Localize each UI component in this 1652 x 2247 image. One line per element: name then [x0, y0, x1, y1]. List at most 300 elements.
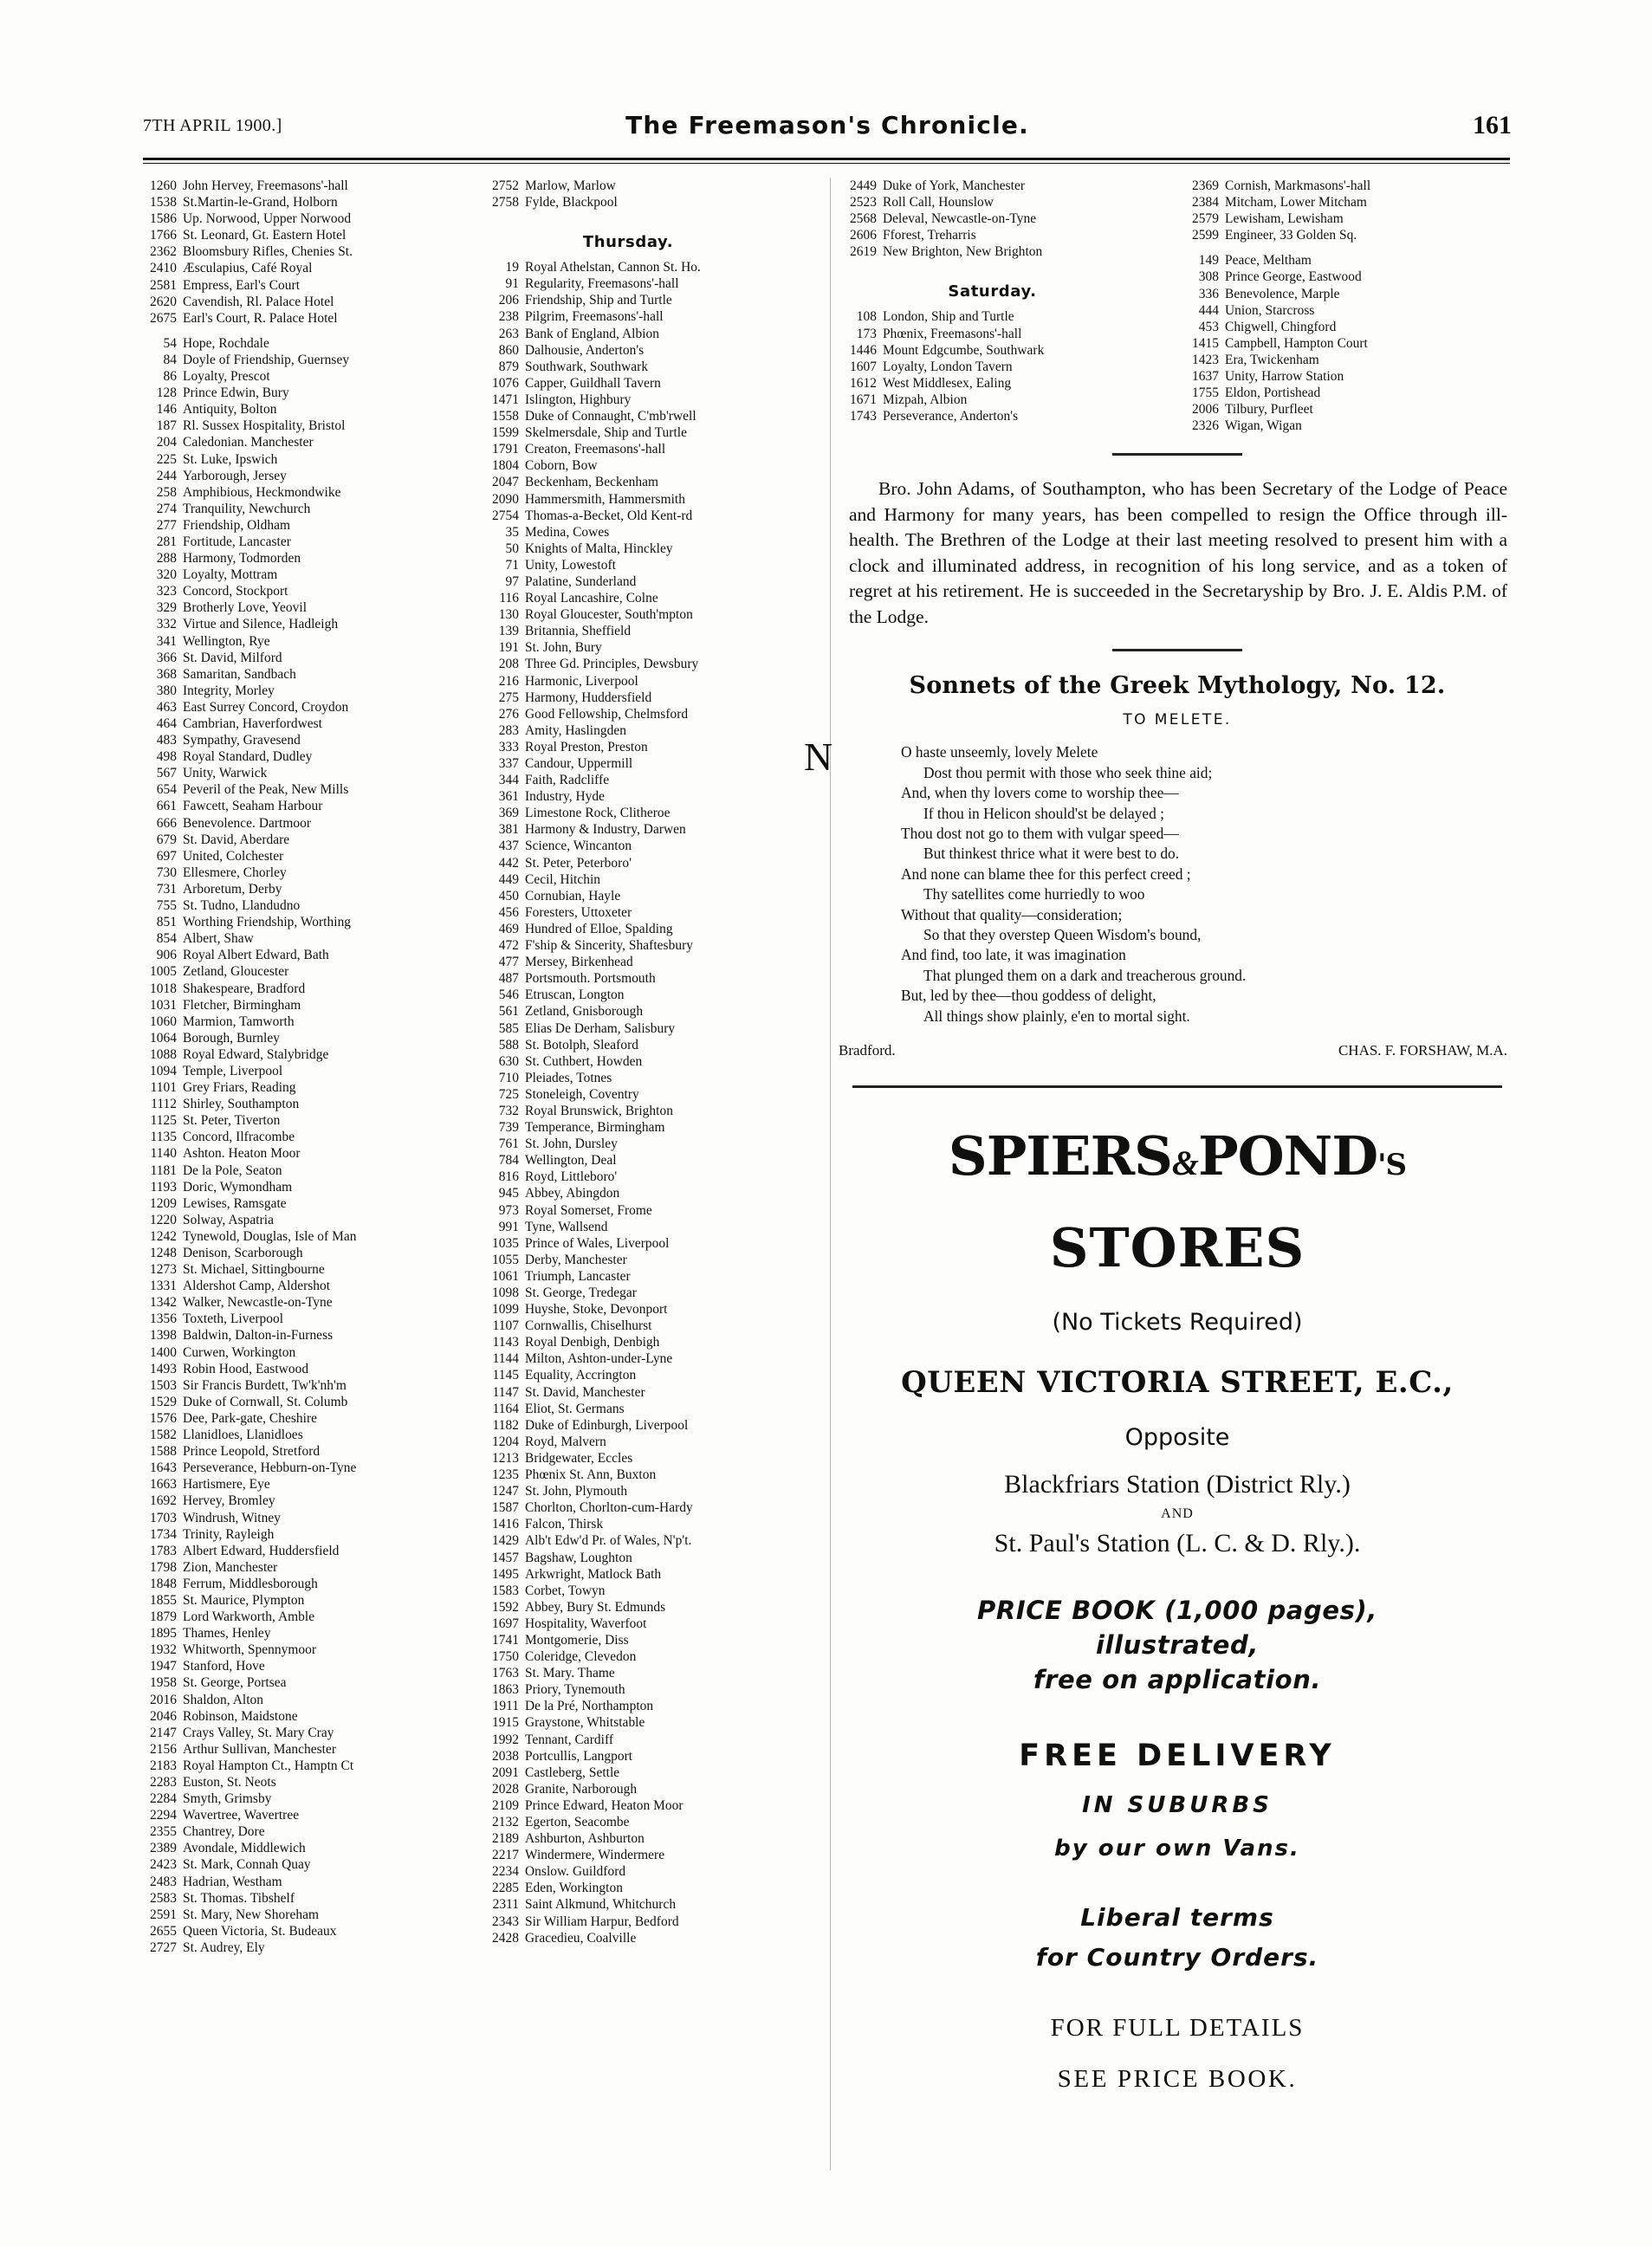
lodge-name: Islington, Highbury	[525, 392, 632, 407]
lodge-name: Hartismere, Eye	[183, 1477, 270, 1493]
lodge-number: 274	[156, 501, 177, 516]
lodge-name: Perseverance, Hebburn-on-Tyne	[183, 1460, 357, 1476]
lodge-list-row	[139, 1708, 481, 1725]
lodge-number: 906	[156, 948, 177, 963]
lodge-name: Duke of Connaught, C'mb'rwell	[525, 409, 696, 424]
lodge-list-row	[481, 1037, 810, 1053]
lodge-number: 1783	[150, 1543, 177, 1558]
lodge-number: 1423	[1192, 352, 1219, 367]
lodge-name: Tranquility, Newchurch	[183, 501, 311, 516]
lodge-list-row	[481, 573, 810, 590]
lodge-number: 1697	[492, 1616, 519, 1631]
lodge-number: 1107	[492, 1318, 519, 1334]
lodge-name: Fylde, Blackpool	[525, 195, 618, 210]
lodge-name: Up. Norwood, Upper Norwood	[183, 211, 352, 227]
lodge-meeting-lists-left	[139, 178, 823, 1956]
sonnet-line: And, when thy lovers come to worship thee—	[901, 784, 1179, 802]
lodge-list-row	[139, 947, 481, 963]
lodge-list-row	[481, 722, 810, 739]
lodge-number: 149	[1198, 253, 1219, 269]
lodge-list-block	[139, 335, 481, 1956]
lodge-number: 1576	[150, 1410, 177, 1426]
lodge-name: Benevolence. Dartmoor	[183, 815, 312, 831]
lodge-list-row	[139, 1725, 481, 1741]
lodge-list-row	[481, 1252, 810, 1268]
advertisement-spiers-and-pond	[839, 1085, 1516, 2094]
lodge-name: Rl. Sussex Hospitality, Bristol	[183, 418, 346, 434]
lodge-number: 1915	[492, 1715, 519, 1731]
lodge-list-row	[481, 1384, 810, 1401]
lodge-number: 128	[156, 385, 177, 401]
lodge-list-row	[481, 1516, 810, 1532]
lodge-list-row	[1181, 178, 1510, 194]
lodge-list-row	[481, 656, 810, 672]
lodge-name: Sympathy, Gravesend	[183, 733, 301, 748]
lodge-name: Royal Standard, Dudley	[183, 749, 313, 765]
lodge-name: Loyalty, Mottram	[183, 567, 278, 583]
lodge-list-row	[139, 815, 481, 832]
lodge-number: 1181	[150, 1162, 177, 1178]
ad-stores-heading: STORES	[1049, 1216, 1305, 1280]
lodge-name: Beckenham, Beckenham	[525, 475, 658, 490]
sonnet-signature	[839, 1042, 1516, 1059]
lodge-list-row	[481, 1550, 810, 1566]
lodge-name: Prince Edward, Heaton Moor	[525, 1797, 683, 1813]
lodge-name: Royal Lancashire, Colne	[525, 591, 658, 606]
lodge-list-row	[839, 194, 1181, 210]
lodge-number: 1247	[492, 1484, 519, 1499]
lodge-list-row	[139, 1112, 481, 1129]
lodge-name: Unity, Harrow Station	[1225, 369, 1344, 385]
lodge-list-row	[481, 359, 810, 375]
lodge-list-row	[139, 294, 481, 310]
lodge-number: 730	[156, 864, 177, 880]
lodge-list-row	[481, 1532, 810, 1549]
lodge-number: 1064	[150, 1030, 177, 1046]
lodge-number: 1855	[150, 1592, 177, 1608]
lodge-number: 2189	[492, 1831, 519, 1847]
lodge-name: Doyle of Friendship, Guernsey	[183, 352, 350, 367]
lodge-number: 449	[498, 871, 519, 887]
lodge-name: Etruscan, Longton	[525, 988, 625, 1003]
lodge-number: 2147	[150, 1725, 177, 1740]
lodge-list-row	[139, 227, 481, 243]
lodge-name: Mitcham, Lower Mitcham	[1225, 195, 1367, 210]
lodge-number: 1193	[150, 1179, 177, 1195]
lodge-number: 191	[498, 640, 519, 656]
lodge-name: Tynewold, Douglas, Isle of Man	[183, 1228, 357, 1244]
lodge-list-row	[139, 468, 481, 484]
lodge-list-row	[139, 1807, 481, 1823]
lodge-list-row	[139, 930, 481, 947]
lodge-name: Benevolence, Marple	[1225, 286, 1340, 301]
lodge-name: Creaton, Freemasons'-hall	[525, 442, 666, 457]
lodge-number: 2568	[850, 211, 877, 227]
lodge-name: Milton, Ashton-under-Lyne	[525, 1351, 673, 1367]
lodge-list-block	[839, 308, 1181, 424]
lodge-list-row	[139, 260, 481, 276]
lodge-list-block	[839, 178, 1181, 260]
lodge-list-row	[839, 408, 1181, 424]
lodge-name: Capper, Guildhall Tavern	[525, 375, 661, 391]
lodge-list-row	[139, 765, 481, 781]
sonnet-dedication: TO MELETE.	[1123, 711, 1232, 729]
lodge-name: Coborn, Bow	[525, 458, 598, 474]
lodge-name: Palatine, Sunderland	[525, 573, 637, 589]
lodge-number: 276	[498, 706, 519, 722]
lodge-number: 187	[156, 418, 177, 434]
lodge-list-row	[839, 243, 1181, 260]
sonnet-line: Dost thou permit with those who seek thine aid;	[923, 763, 1213, 781]
lodge-name: Cavendish, Rl. Palace Hotel	[183, 294, 334, 309]
lodge-name: East Surrey Concord, Croydon	[183, 699, 349, 715]
sonnet-author: CHAS. F. FORSHAW, M.A.	[1338, 1042, 1507, 1059]
day-heading-saturday: Saturday.	[948, 282, 1037, 301]
lodge-number: 1791	[492, 442, 519, 457]
lodge-list-row	[481, 805, 810, 821]
lodge-name: Wellington, Rye	[183, 633, 270, 649]
news-paragraph: Bro. John Adams, of Southampton, who has been Secretary of the Lodge of Peace and Harmony for many years, has been compelled to resign the Office through ill-health. The Brethren of the Lodge at their last meeting resolved to present him with a clock and illuminated address, in recognition of his long service, and as a token of regret at his retirement. He is succeeded in the Secretaryship by Bro. J. E. Aldis P.M. of the Lodge.	[849, 478, 1507, 627]
lodge-number: 308	[1198, 269, 1219, 285]
lodge-name: Sir Francis Burdett, Tw'k'nh'm	[183, 1377, 347, 1393]
lodge-list-row	[481, 1632, 810, 1648]
lodge-number: 666	[156, 815, 177, 831]
lodge-number: 1495	[492, 1566, 519, 1582]
lodge-list-row	[481, 1896, 810, 1913]
lodge-list-row	[139, 178, 481, 194]
ad-address: QUEEN VICTORIA STREET, E.C.,	[901, 1365, 1454, 1401]
lodge-name: Wavertree, Wavertree	[183, 1808, 300, 1823]
lodge-number: 854	[156, 931, 177, 947]
lodge-number: 2326	[1192, 418, 1219, 434]
lodge-name: Fforest, Treharris	[883, 228, 976, 243]
block-spacer	[139, 327, 481, 335]
lodge-number: 19	[505, 260, 519, 275]
lodge-name: St. David, Milford	[183, 650, 282, 665]
lodge-name: Royal Athelstan, Cannon St. Ho.	[525, 260, 701, 275]
lodge-number: 368	[156, 666, 177, 682]
section-rule	[1112, 649, 1242, 651]
lodge-number: 1743	[850, 409, 877, 424]
lodge-number: 206	[498, 293, 519, 308]
header-rule-thin	[143, 163, 1510, 164]
lodge-list-row	[139, 1890, 481, 1907]
lodge-name: Harmonic, Liverpool	[525, 673, 638, 689]
lodge-list-row	[481, 1616, 810, 1632]
lodge-list-row	[139, 1427, 481, 1443]
lodge-list-block	[481, 524, 810, 1946]
lodge-list-row	[139, 1625, 481, 1642]
lodge-list-row	[139, 1179, 481, 1195]
lodge-list-row	[481, 1152, 810, 1169]
lodge-name: Campbell, Hampton Court	[1225, 335, 1368, 351]
lodge-list-row	[1181, 227, 1510, 243]
lodge-name: Deleval, Newcastle-on-Tyne	[883, 211, 1037, 227]
lodge-number: 630	[498, 1053, 519, 1069]
lodge-name: Toxteth, Liverpool	[183, 1311, 284, 1327]
lodge-number: 277	[156, 517, 177, 533]
sonnet-line: So that they overstep Queen Wisdom's bound,	[923, 926, 1202, 944]
sonnet-line: If thou in Helicon should'st be delayed ;	[923, 804, 1164, 822]
lodge-number: 2284	[150, 1791, 177, 1807]
lodge-name: Denison, Scarborough	[183, 1246, 303, 1260]
lodge-number: 1863	[492, 1682, 519, 1698]
lodge-name: Solway, Aspatria	[183, 1212, 274, 1227]
lodge-name: Prince Edwin, Bury	[183, 385, 289, 401]
lodge-name: Euston, St. Neots	[183, 1775, 276, 1790]
lodge-list-row	[481, 755, 810, 772]
lodge-name: St. John, Dursley	[525, 1136, 618, 1152]
lodge-list-row	[839, 308, 1181, 325]
lodge-name: Pilgrim, Freemasons'-hall	[525, 309, 664, 325]
lodge-list-row	[481, 590, 810, 606]
lodge-name: Phœnix St. Ann, Buxton	[525, 1467, 657, 1483]
lodge-number: 1112	[151, 1097, 177, 1112]
lodge-list-row	[139, 1030, 481, 1046]
sonnet-line: But thinkest thrice what it were best to do.	[923, 845, 1180, 863]
lodge-number: 879	[498, 359, 519, 374]
lodge-name: Zetland, Gnisborough	[525, 1004, 644, 1020]
lodge-list-row	[139, 748, 481, 765]
lodge-name: Good Fellowship, Chelmsford	[525, 706, 689, 722]
lodge-list-row	[481, 1665, 810, 1681]
lodge-name: Albert, Shaw	[183, 931, 254, 947]
lodge-name: Portcullis, Langport	[525, 1748, 633, 1764]
lodge-list-row	[139, 277, 481, 294]
lodge-list-row	[481, 1202, 810, 1219]
lodge-name: Samaritan, Sandbach	[183, 666, 296, 682]
lodge-name: St. George, Portsea	[183, 1675, 287, 1691]
lodge-name: Britannia, Sheffield	[525, 624, 632, 639]
lodge-list-row	[139, 243, 481, 260]
ad-liberal-terms	[852, 1898, 1502, 1978]
lodge-name: St. Maurice, Plympton	[183, 1592, 305, 1608]
lodge-number: 860	[498, 342, 519, 358]
lodge-number: 483	[156, 733, 177, 748]
lodge-list-row	[139, 1692, 481, 1708]
lodge-list-row	[139, 1361, 481, 1377]
lodge-name: Phœnix, Freemasons'-hall	[883, 326, 1022, 341]
lodge-number: 2583	[150, 1890, 177, 1906]
lodge-name: Southwark, Southwark	[525, 359, 649, 374]
lodge-name: Avondale, Middlewich	[183, 1841, 306, 1856]
lodge-list-row	[139, 963, 481, 980]
lodge-number: 2038	[492, 1748, 519, 1764]
lodge-name: Skelmersdale, Ship and Turtle	[525, 425, 687, 441]
lodge-number: 225	[156, 451, 177, 467]
column-divider	[830, 178, 831, 2170]
lodge-name: Prince George, Eastwood	[1225, 269, 1362, 285]
lodge-number: 2046	[150, 1708, 177, 1724]
lodge-list-block	[1181, 178, 1510, 243]
lodge-list-row	[481, 954, 810, 970]
lodge-name: St. Audrey, Ely	[183, 1939, 265, 1955]
lodge-list-row	[481, 1334, 810, 1350]
lodge-list-row	[481, 673, 810, 690]
ad-price-book-line1: PRICE BOOK (1,000 pages),	[977, 1596, 1377, 1626]
lodge-number: 2523	[850, 195, 877, 210]
lodge-number: 1164	[492, 1401, 519, 1416]
lodge-list-row	[481, 457, 810, 474]
lodge-name: Amity, Haslingden	[525, 722, 626, 738]
lodge-name: St. David, Manchester	[525, 1384, 645, 1400]
lodge-name: Roll Call, Hounslow	[883, 195, 994, 210]
lodge-list-row	[139, 1046, 481, 1063]
lodge-number: 1035	[492, 1235, 519, 1251]
lodge-number: 585	[498, 1020, 519, 1036]
lodge-list-row	[139, 1129, 481, 1145]
ad-brand-line	[852, 1124, 1502, 1194]
lodge-number: 2655	[150, 1923, 177, 1939]
ad-brand-spiers: SPIERS	[948, 1124, 1172, 1188]
lodge-list-row	[481, 1566, 810, 1583]
lodge-name: Hervey, Bromley	[183, 1493, 275, 1509]
lodge-name: Queen Victoria, St. Budeaux	[183, 1923, 337, 1939]
lodge-number: 258	[156, 484, 177, 500]
lodge-number: 1895	[150, 1626, 177, 1642]
lodge-list-row	[139, 1261, 481, 1278]
lodge-name: Ashton. Heaton Moor	[183, 1146, 301, 1162]
lodge-number: 1005	[150, 964, 177, 980]
lodge-list-row	[139, 832, 481, 848]
lodge-number: 1135	[150, 1130, 177, 1145]
day-heading-thursday: Thursday.	[582, 233, 674, 252]
lodge-name: Bridgewater, Eccles	[525, 1450, 633, 1466]
lodge-number: 945	[498, 1186, 519, 1201]
lodge-number: 2285	[492, 1881, 519, 1896]
lodge-name: Union, Starcross	[1225, 302, 1315, 318]
lodge-list-row	[1181, 401, 1510, 418]
lodge-number: 1457	[492, 1550, 519, 1565]
lodge-list-row	[1181, 335, 1510, 352]
lodge-name: Cecil, Hitchin	[525, 871, 601, 887]
lodge-list-row	[481, 178, 810, 194]
lodge-list-row	[481, 491, 810, 508]
lodge-number: 567	[156, 766, 177, 781]
lodge-number: 469	[498, 921, 519, 936]
lodge-number: 2410	[150, 261, 177, 276]
lodge-name: United, Colchester	[183, 848, 284, 864]
lodge-number: 1248	[150, 1246, 177, 1260]
lodge-name: Royal Preston, Preston	[525, 739, 648, 754]
ad-price-book	[852, 1593, 1502, 1697]
lodge-list-row	[481, 1350, 810, 1367]
lodge-list-row	[139, 1674, 481, 1691]
lodge-name: Grey Friars, Reading	[183, 1080, 296, 1096]
lodge-number: 1766	[150, 228, 177, 243]
lodge-number: 1947	[150, 1659, 177, 1674]
lodge-list-row	[139, 1823, 481, 1840]
lodge-name: Granite, Narborough	[525, 1781, 638, 1797]
lodge-number: 1204	[492, 1434, 519, 1449]
lodge-list-row	[481, 1847, 810, 1863]
lodge-number: 2581	[150, 277, 177, 293]
lodge-list-row	[139, 1311, 481, 1327]
lodge-number: 1992	[492, 1732, 519, 1747]
lodge-list-row	[839, 359, 1181, 375]
lodge-list-row	[839, 178, 1181, 194]
lodge-number: 2619	[850, 244, 877, 260]
lodge-name: Royal Gloucester, South'mpton	[525, 607, 693, 623]
lodge-name: Tyne, Wallsend	[525, 1219, 608, 1234]
lodge-name: St. Botolph, Sleaford	[525, 1037, 639, 1052]
lodge-name: Hammersmith, Hammersmith	[525, 491, 686, 507]
lodge-list-row	[1181, 385, 1510, 401]
lodge-list-row	[139, 650, 481, 666]
lodge-name: Alb't Edw'd Pr. of Wales, N'p't.	[525, 1533, 692, 1549]
lodge-name: Chigwell, Chingford	[1225, 319, 1337, 334]
lodge-list-row	[481, 1103, 810, 1119]
lodge-list-row	[481, 1648, 810, 1665]
lodge-name: Harmony, Todmorden	[183, 551, 301, 567]
lodge-number: 755	[156, 898, 177, 914]
lodge-name: Eliot, St. Germans	[525, 1401, 625, 1416]
lodge-number: 1599	[492, 425, 519, 441]
lodge-name: Unity, Lowestoft	[525, 557, 616, 573]
lodge-list-row	[139, 567, 481, 583]
lodge-number: 1099	[492, 1302, 519, 1318]
lodge-name: Temperance, Birmingham	[525, 1120, 665, 1136]
lodge-list-row	[139, 1493, 481, 1509]
lodge-name: Thomas-a-Becket, Old Kent-rd	[525, 508, 693, 523]
lodge-number: 2047	[492, 475, 519, 490]
lodge-name: Æsculapius, Café Royal	[183, 261, 313, 276]
lodge-name: Concord, Stockport	[183, 584, 288, 599]
lodge-list-row	[481, 1053, 810, 1070]
lodge-list-row	[139, 1543, 481, 1559]
lodge-number: 329	[156, 600, 177, 616]
lodge-list-row	[139, 210, 481, 227]
lodge-name: Industry, Hyde	[525, 789, 606, 805]
lodge-list-row	[481, 1748, 810, 1765]
lodge-number: 444	[1198, 302, 1219, 318]
lodge-number: 1415	[1192, 335, 1219, 351]
sonnet-dropcap: N	[804, 735, 833, 780]
lodge-list-row	[139, 1559, 481, 1576]
lodge-number: 71	[505, 557, 519, 573]
ad-free-delivery: FREE DELIVERY	[1019, 1739, 1336, 1774]
lodge-number: 86	[163, 369, 177, 385]
lodge-list-row	[139, 666, 481, 683]
lodge-number: 283	[498, 722, 519, 738]
lodge-list-row	[839, 326, 1181, 342]
lodge-list-row	[481, 987, 810, 1003]
lodge-list-row	[481, 194, 810, 210]
lodge-list-row	[139, 1344, 481, 1361]
lodge-number: 1429	[492, 1533, 519, 1549]
lodge-number: 1356	[150, 1311, 177, 1327]
lodge-name: Chorlton, Chorlton-cum-Hardy	[525, 1500, 693, 1516]
lodge-name: Lewises, Ramsgate	[183, 1195, 287, 1211]
lodge-name: Hospitality, Waverfoot	[525, 1616, 647, 1631]
lodge-list-row	[139, 1327, 481, 1344]
lodge-name: St. Cuthbert, Howden	[525, 1053, 643, 1069]
lodge-name: Three Gd. Principles, Dewsbury	[525, 657, 699, 672]
lodge-list-row	[139, 1939, 481, 1956]
lodge-number: 1637	[1192, 369, 1219, 385]
lodge-list-row	[139, 583, 481, 599]
ad-see-price-book: SEE PRICE BOOK.	[1057, 2065, 1298, 2094]
right-column	[804, 178, 1516, 2094]
lodge-list-row	[481, 1169, 810, 1185]
lodge-number: 442	[498, 855, 519, 871]
ad-station-st-pauls: St. Paul's Station (L. C. & D. Rly.).	[994, 1529, 1361, 1558]
lodge-number: 97	[505, 573, 519, 589]
lodge-number: 1932	[150, 1642, 177, 1658]
lodge-name: St. George, Tredegar	[525, 1285, 637, 1300]
lodge-number: 851	[156, 915, 177, 930]
lodge-name: Fawcett, Seaham Harbour	[183, 799, 323, 814]
